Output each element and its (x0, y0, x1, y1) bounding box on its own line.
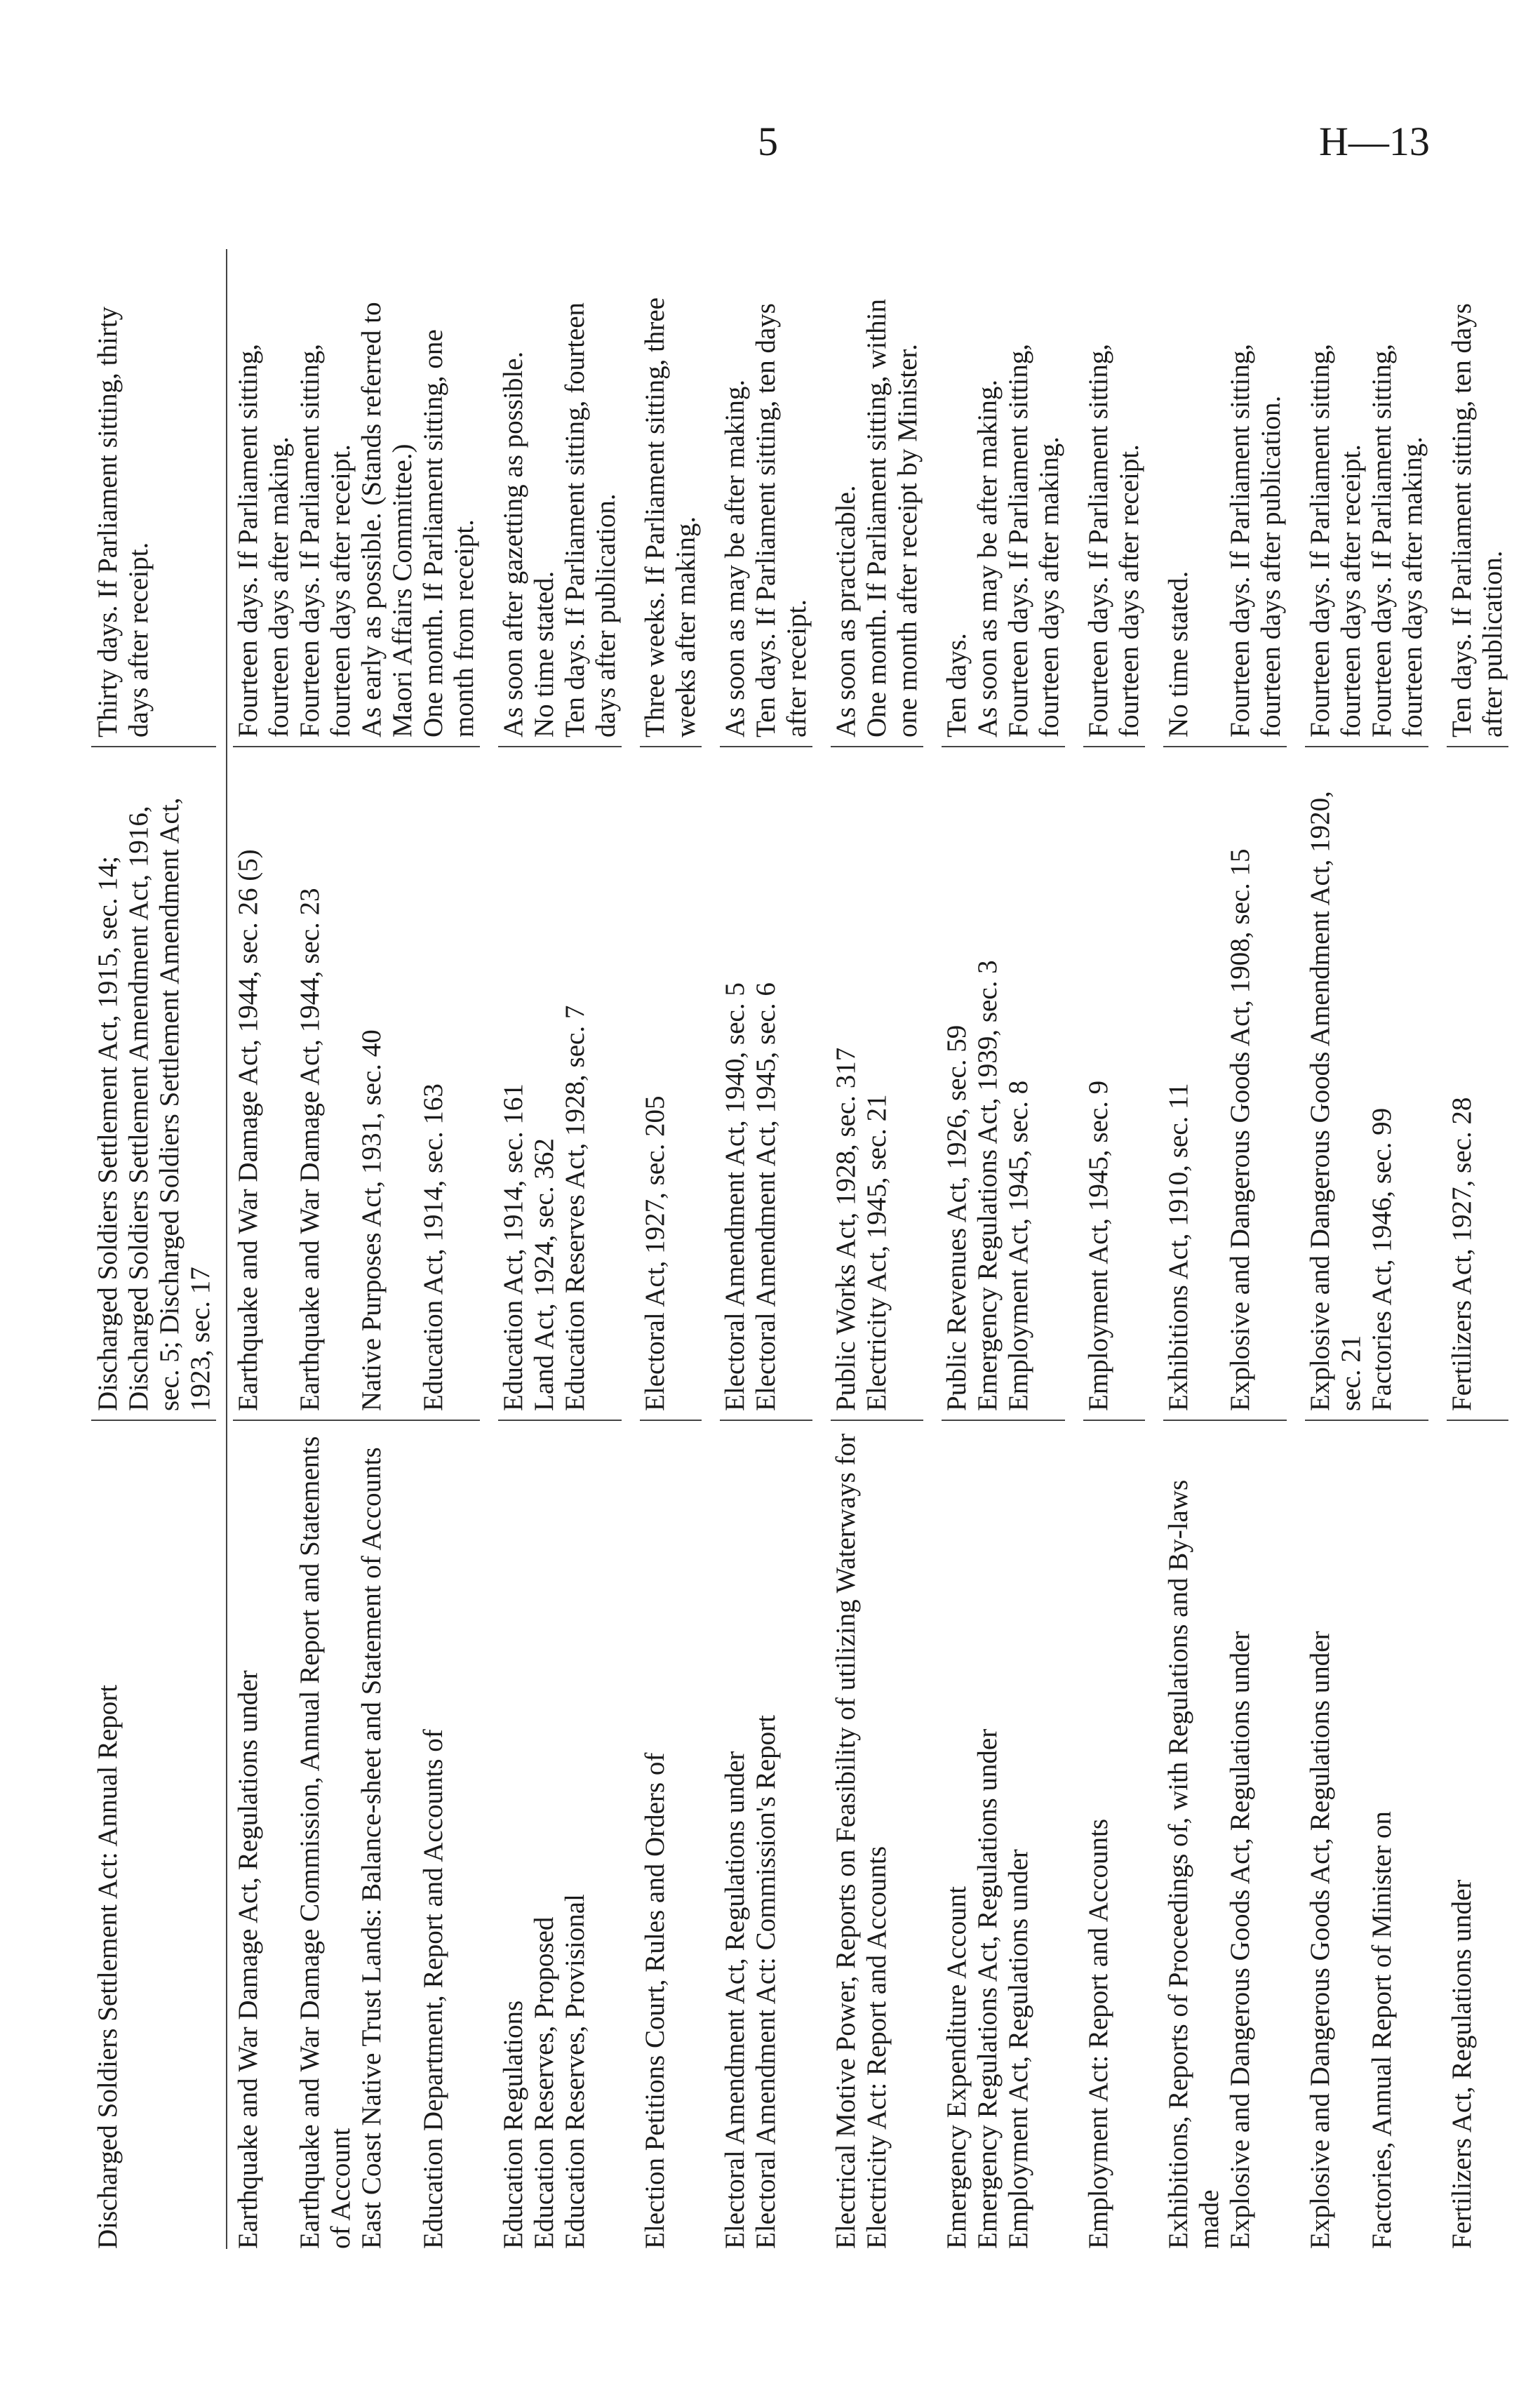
time-cell: As soon as may be after making. (972, 249, 1003, 747)
time-cell: Ten days. (942, 249, 972, 747)
authority-cell: Education Act, 1914, sec. 161 (498, 747, 529, 1421)
subject-cell: Electricity Act: Report and Accounts (862, 1845, 892, 2249)
subject-cell: East Coast Native Trust Lands: Balance-sheet and Statement of Accounts (356, 1447, 387, 2249)
time-cell: Fourteen days. If Parliament sitting, fourteen days after making. (1003, 249, 1065, 747)
time-cell: As soon after gazetting as possible. (498, 249, 529, 747)
authority-cell: Fertilizers Act, 1927, sec. 28 (1447, 747, 1508, 1421)
authority-cell: Exhibitions Act, 1910, sec. 11 (1163, 747, 1225, 1421)
subject-cell: Exhibitions, Reports of Proceedings of, with Regulations and By-laws made (1163, 1479, 1224, 2249)
table-row (751, 249, 812, 2249)
subject-cell: Explosive and Dangerous Goods Act, Regulations under (1225, 1631, 1255, 2249)
authority-cell: Public Works Act, 1928, sec. 317 (831, 747, 862, 1421)
table-row (418, 249, 480, 2249)
authority-cell: Explosive and Dangerous Goods Amendment Act, 1920, sec. 21 (1305, 747, 1367, 1421)
subject-cell: Factories, Annual Report of Minister on (1367, 1811, 1397, 2249)
time-cell: Fourteen days. If Parliament sitting, fourteen days after making. (1367, 249, 1428, 747)
subject-cell: Discharged Soldiers Settlement Act: Annual Report (93, 1684, 123, 2249)
table-row (356, 249, 418, 2249)
table-row (942, 249, 972, 2249)
time-cell: As soon as practicable. (831, 249, 862, 747)
table-row (720, 249, 751, 2249)
authority-cell: Employment Act, 1945, sec. 8 (1003, 747, 1065, 1421)
table-row (862, 249, 923, 2249)
page-number: 5 (758, 119, 778, 164)
subject-cell: Education Regulations (498, 2000, 528, 2249)
subject-cell: Employment Act: Report and Accounts (1083, 1818, 1113, 2249)
subject-cell: Earthquake and War Damage Act, Regulations under (233, 1670, 263, 2249)
papers-table (91, 249, 1508, 2249)
table-row (295, 249, 356, 2249)
table-row (831, 249, 862, 2249)
table-row (972, 249, 1003, 2249)
authority-cell: Discharged Soldiers Settlement Act, 1915, sec. 14; Discharged Soldiers Settlement Amendment Act, 1916, sec. 5; Discharged Soldiers Settlement Amendment Act, 1923, sec. 17 (91, 747, 216, 1421)
time-cell: Thirty days. If Parliament sitting, thirty days after receipt. (91, 249, 216, 747)
time-cell: As soon as may be after making. (720, 249, 751, 747)
authority-cell: Employment Act, 1945, sec. 9 (1083, 747, 1145, 1421)
subject-cell: Emergency Expenditure Account (942, 1886, 972, 2249)
authority-cell: Emergency Regulations Act, 1939, sec. 3 (972, 747, 1003, 1421)
table-row (1083, 249, 1145, 2249)
subject-cell: Explosive and Dangerous Goods Act, Regulations under (1305, 1631, 1335, 2249)
authority-cell: Land Act, 1924, sec. 362 (529, 747, 560, 1421)
authority-cell: Electricity Act, 1945, sec. 21 (862, 747, 923, 1421)
time-cell: Ten days. If Parliament sitting, fourteen days after publication. (560, 249, 622, 747)
subject-cell: Education Department, Report and Accounts of (418, 1729, 448, 2249)
table-row (91, 249, 216, 2249)
authority-cell: Electoral Act, 1927, sec. 205 (640, 747, 702, 1421)
authority-cell: Education Act, 1914, sec. 163 (418, 747, 480, 1421)
time-cell: Fourteen days. If Parliament sitting, fourteen days after making. (233, 249, 295, 747)
subject-cell: Fertilizers Act, Regulations under (1447, 1879, 1477, 2249)
table-row (529, 249, 560, 2249)
time-cell: Ten days. If Parliament sitting, ten days after receipt. (751, 249, 812, 747)
table-row (1225, 249, 1287, 2249)
time-cell: Fourteen days. If Parliament sitting, fourteen days after receipt. (295, 249, 356, 747)
time-cell: No time stated. (1163, 249, 1225, 747)
subject-cell: Electrical Motive Power, Reports on Feasibility of utilizing Waterways for (831, 1433, 861, 2249)
subject-cell: Employment Act, Regulations under (1003, 1849, 1033, 2249)
time-cell: One month. If Parliament sitting, within one month after receipt by Minister. (862, 249, 923, 747)
subject-cell: Earthquake and War Damage Commission, Annual Report and Statements of Account (295, 1436, 356, 2249)
table-row (498, 249, 529, 2249)
subject-cell: Electoral Amendment Act: Commission's Report (751, 1715, 781, 2249)
time-cell: Fourteen days. If Parliament sitting, fourteen days after publication. (1225, 249, 1287, 747)
subject-cell: Education Reserves, Provisional (560, 1894, 590, 2249)
time-cell: No time stated. (529, 249, 560, 747)
document-reference: H—13 (1319, 119, 1430, 164)
authority-cell: Public Revenues Act, 1926, sec. 59 (942, 747, 972, 1421)
authority-cell: Factories Act, 1946, sec. 99 (1367, 747, 1428, 1421)
table-rule (226, 249, 227, 2249)
authority-cell: Explosive and Dangerous Goods Act, 1908, sec. 15 (1225, 747, 1287, 1421)
subject-cell: Electoral Amendment Act, Regulations under (720, 1751, 750, 2249)
table-row (1003, 249, 1065, 2249)
authority-cell: Earthquake and War Damage Act, 1944, sec. 23 (295, 747, 356, 1421)
authority-cell: Education Reserves Act, 1928, sec. 7 (560, 747, 622, 1421)
table-row (1447, 249, 1508, 2249)
subject-cell: Education Reserves, Proposed (529, 1916, 559, 2249)
subject-cell: Emergency Regulations Act, Regulations under (972, 1728, 1003, 2249)
time-cell: Ten days. If Parliament sitting, ten days after publication. (1447, 249, 1508, 747)
table-row (1367, 249, 1428, 2249)
time-cell: Three weeks. If Parliament sitting, three weeks after making. (640, 249, 702, 747)
table-row (640, 249, 702, 2249)
time-cell: As early as possible. (Stands referred to Maori Affairs Committee.) (356, 249, 418, 747)
time-cell: One month. If Parliament sitting, one month from receipt. (418, 249, 480, 747)
table-row (1163, 249, 1225, 2249)
authority-cell: Native Purposes Act, 1931, sec. 40 (356, 747, 418, 1421)
authority-cell: Electoral Amendment Act, 1940, sec. 5 (720, 747, 751, 1421)
authority-cell: Electoral Amendment Act, 1945, sec. 6 (751, 747, 812, 1421)
table-row (1305, 249, 1367, 2249)
authority-cell: Earthquake and War Damage Act, 1944, sec. 26 (5) (233, 747, 295, 1421)
subject-cell: Election Petitions Court, Rules and Orders of (640, 1752, 670, 2249)
table-row (233, 249, 295, 2249)
time-cell: Fourteen days. If Parliament sitting, fourteen days after receipt. (1083, 249, 1145, 747)
table-row (560, 249, 622, 2249)
time-cell: Fourteen days. If Parliament sitting, fourteen days after receipt. (1305, 249, 1367, 747)
